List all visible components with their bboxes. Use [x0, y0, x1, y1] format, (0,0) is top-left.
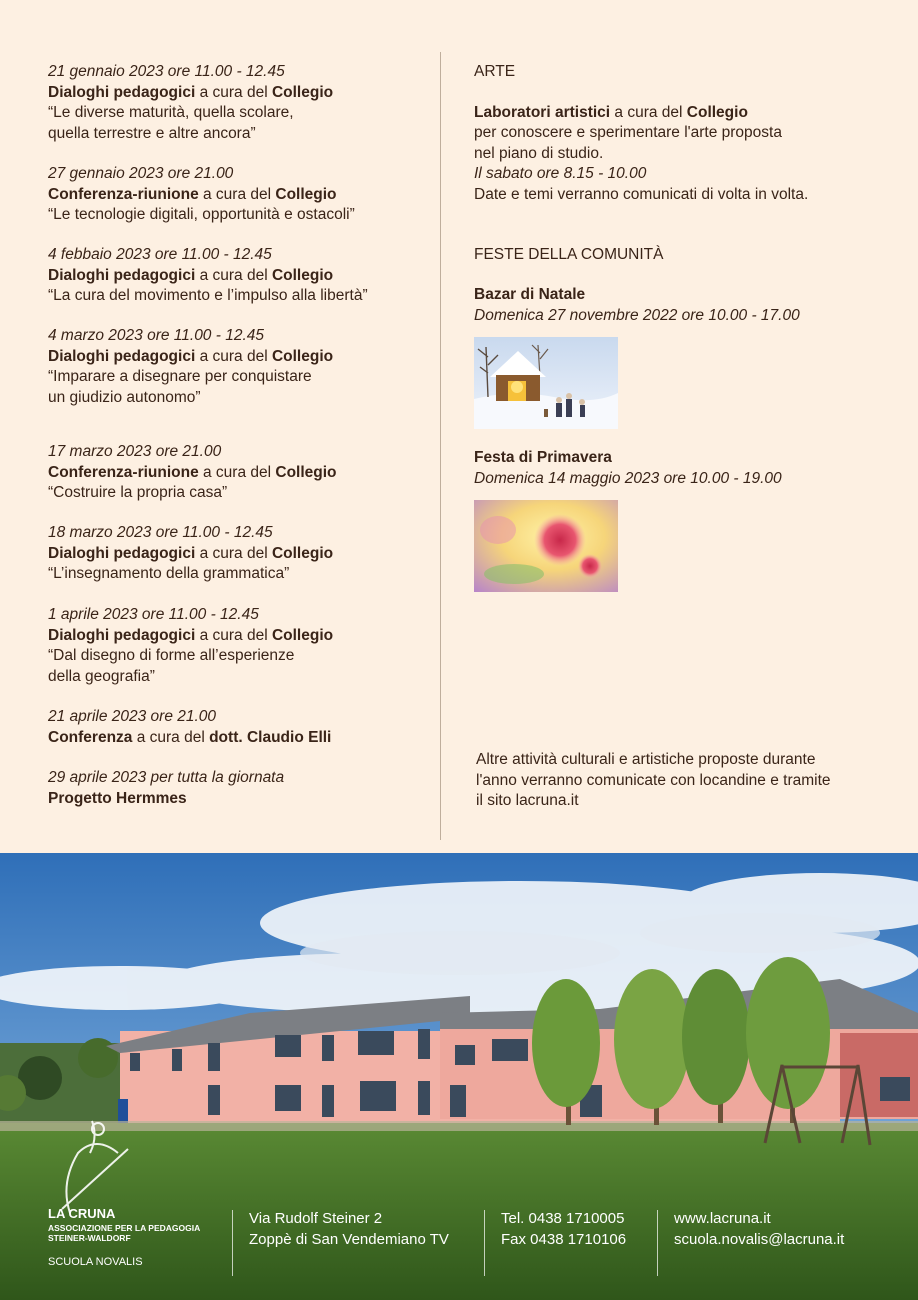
event-type: Conferenza	[48, 728, 133, 746]
event-org: Collegio	[275, 463, 337, 481]
feste-item	[474, 285, 894, 326]
event-by: a cura del	[195, 347, 272, 365]
event-by: a cura del	[198, 463, 276, 481]
event-item	[48, 605, 333, 687]
event-item	[48, 442, 337, 504]
feste-title: Bazar di Natale	[474, 286, 586, 303]
event-quote: “Le tecnologie digitali, opportunità e ostacoli”	[48, 206, 355, 223]
event-title	[48, 185, 355, 206]
event-item	[48, 768, 284, 809]
flower-painting-image	[474, 500, 618, 592]
feste-section	[474, 245, 894, 266]
event-title	[48, 789, 284, 810]
logo-subtitle	[48, 1223, 200, 1243]
event-quote: “L’insegnamento della grammatica”	[48, 565, 290, 582]
event-by: a cura del	[198, 185, 276, 203]
event-org: dott. Claudio Elli	[209, 728, 332, 746]
event-by: a cura del	[195, 266, 272, 284]
event-title	[48, 728, 331, 749]
event-quote: “Costruire la propria casa”	[48, 484, 228, 501]
altre-line: Altre attività culturali e artistiche proposte durante	[476, 751, 816, 768]
event-item	[48, 245, 368, 307]
event-org: Collegio	[275, 185, 337, 203]
event-item	[48, 707, 331, 748]
feste-item	[474, 448, 894, 489]
event-quote: “Dal disegno di forme all’esperienze della geografia”	[48, 647, 295, 685]
event-date: 17 marzo 2023 ore 21.00	[48, 443, 222, 460]
feste-date: Domenica 27 novembre 2022 ore 10.00 - 17.00	[474, 306, 800, 324]
event-type: Dialoghi pedagogici	[48, 83, 196, 101]
event-type: Dialoghi pedagogici	[48, 266, 196, 284]
web-info	[674, 1208, 844, 1250]
event-title	[48, 463, 337, 484]
arte-section	[474, 62, 894, 205]
footer-divider	[232, 1210, 233, 1276]
event-date: 4 marzo 2023 ore 11.00 - 12.45	[48, 327, 264, 344]
arte-schedule: Il sabato ore 8.15 - 10.00	[474, 165, 647, 182]
event-item	[48, 326, 333, 408]
event-title	[48, 347, 333, 368]
event-quote: “Le diverse maturità, quella scolare, quella terrestre e altre ancora”	[48, 104, 294, 142]
event-org: Collegio	[271, 83, 334, 101]
event-item	[48, 62, 333, 144]
event-type: Dialoghi pedagogici	[48, 347, 196, 365]
address-line: Via Rudolf Steiner 2	[249, 1210, 383, 1227]
arte-note: Date e temi verranno comunicati di volta in volta.	[474, 185, 809, 203]
logo-subtitle-line: STEINER-WALDORF	[48, 1233, 131, 1243]
arte-title-text: Laboratori artistici	[474, 103, 611, 121]
event-org: Collegio	[271, 347, 334, 365]
event-date: 4 febbaio 2023 ore 11.00 - 12.45	[48, 246, 272, 263]
event-title	[48, 626, 333, 647]
feste-heading: FESTE DELLA COMUNITÀ	[474, 246, 664, 263]
arte-line: per conoscere e sperimentare l'arte proposta	[474, 124, 782, 141]
event-date: 18 marzo 2023 ore 11.00 - 12.45	[48, 524, 273, 541]
event-type: Progetto Hermmes	[48, 789, 187, 807]
website-link[interactable]: www.lacruna.it	[674, 1210, 771, 1227]
event-quote: “Imparare a disegnare per conquistare un giudizio autonomo”	[48, 368, 312, 406]
event-by: a cura del	[195, 626, 272, 644]
event-date: 29 aprile 2023 per tutta la giornata	[48, 769, 285, 786]
event-by: a cura del	[195, 83, 272, 101]
event-type: Conferenza-riunione	[48, 185, 199, 203]
event-quote: “La cura del movimento e l’impulso alla libertà”	[48, 287, 368, 304]
event-org: Collegio	[271, 626, 334, 644]
event-item	[48, 523, 333, 585]
footer-divider	[657, 1210, 658, 1276]
arte-org: Collegio	[686, 103, 748, 121]
event-title	[48, 544, 333, 565]
email-link[interactable]: scuola.novalis@lacruna.it	[674, 1231, 845, 1248]
feste-title: Festa di Primavera	[474, 449, 612, 466]
event-org: Collegio	[271, 544, 334, 562]
arte-line: nel piano di studio.	[474, 144, 604, 162]
address	[249, 1208, 449, 1250]
event-date: 21 aprile 2023 ore 21.00	[48, 708, 217, 725]
winter-painting-image	[474, 337, 618, 429]
event-org: Collegio	[271, 266, 334, 284]
event-type: Conferenza-riunione	[48, 463, 199, 481]
school-name: SCUOLA NOVALIS	[48, 1256, 143, 1268]
footer-divider	[484, 1210, 485, 1276]
column-divider	[440, 52, 441, 840]
arte-title	[474, 103, 894, 124]
fax-number: Fax 0438 1710106	[501, 1231, 627, 1248]
event-by: a cura del	[132, 728, 210, 746]
feste-date: Domenica 14 maggio 2023 ore 10.00 - 19.00	[474, 469, 782, 487]
altre-line: l'anno verranno comunicate con locandine e tramite	[476, 771, 831, 789]
event-item	[48, 164, 355, 226]
event-type: Dialoghi pedagogici	[48, 626, 196, 644]
event-title	[48, 83, 333, 104]
event-date: 1 aprile 2023 ore 11.00 - 12.45	[48, 606, 259, 623]
logo-subtitle-line: ASSOCIAZIONE PER LA PEDAGOGIA	[48, 1223, 201, 1233]
phone-number: Tel. 0438 1710005	[501, 1210, 625, 1227]
logo-name: LA CRUNA	[48, 1206, 116, 1221]
address-line: Zoppè di San Vendemiano TV	[249, 1231, 449, 1248]
event-title	[48, 266, 368, 287]
altre-line: il sito lacruna.it	[476, 792, 579, 809]
altre-note	[476, 750, 896, 812]
event-by: a cura del	[195, 544, 272, 562]
event-date: 27 gennaio 2023 ore 21.00	[48, 165, 234, 182]
event-date: 21 gennaio 2023 ore 11.00 - 12.45	[48, 63, 285, 80]
arte-by: a cura del	[610, 103, 687, 121]
arte-heading: ARTE	[474, 63, 516, 80]
phone-info	[501, 1208, 626, 1250]
event-type: Dialoghi pedagogici	[48, 544, 196, 562]
